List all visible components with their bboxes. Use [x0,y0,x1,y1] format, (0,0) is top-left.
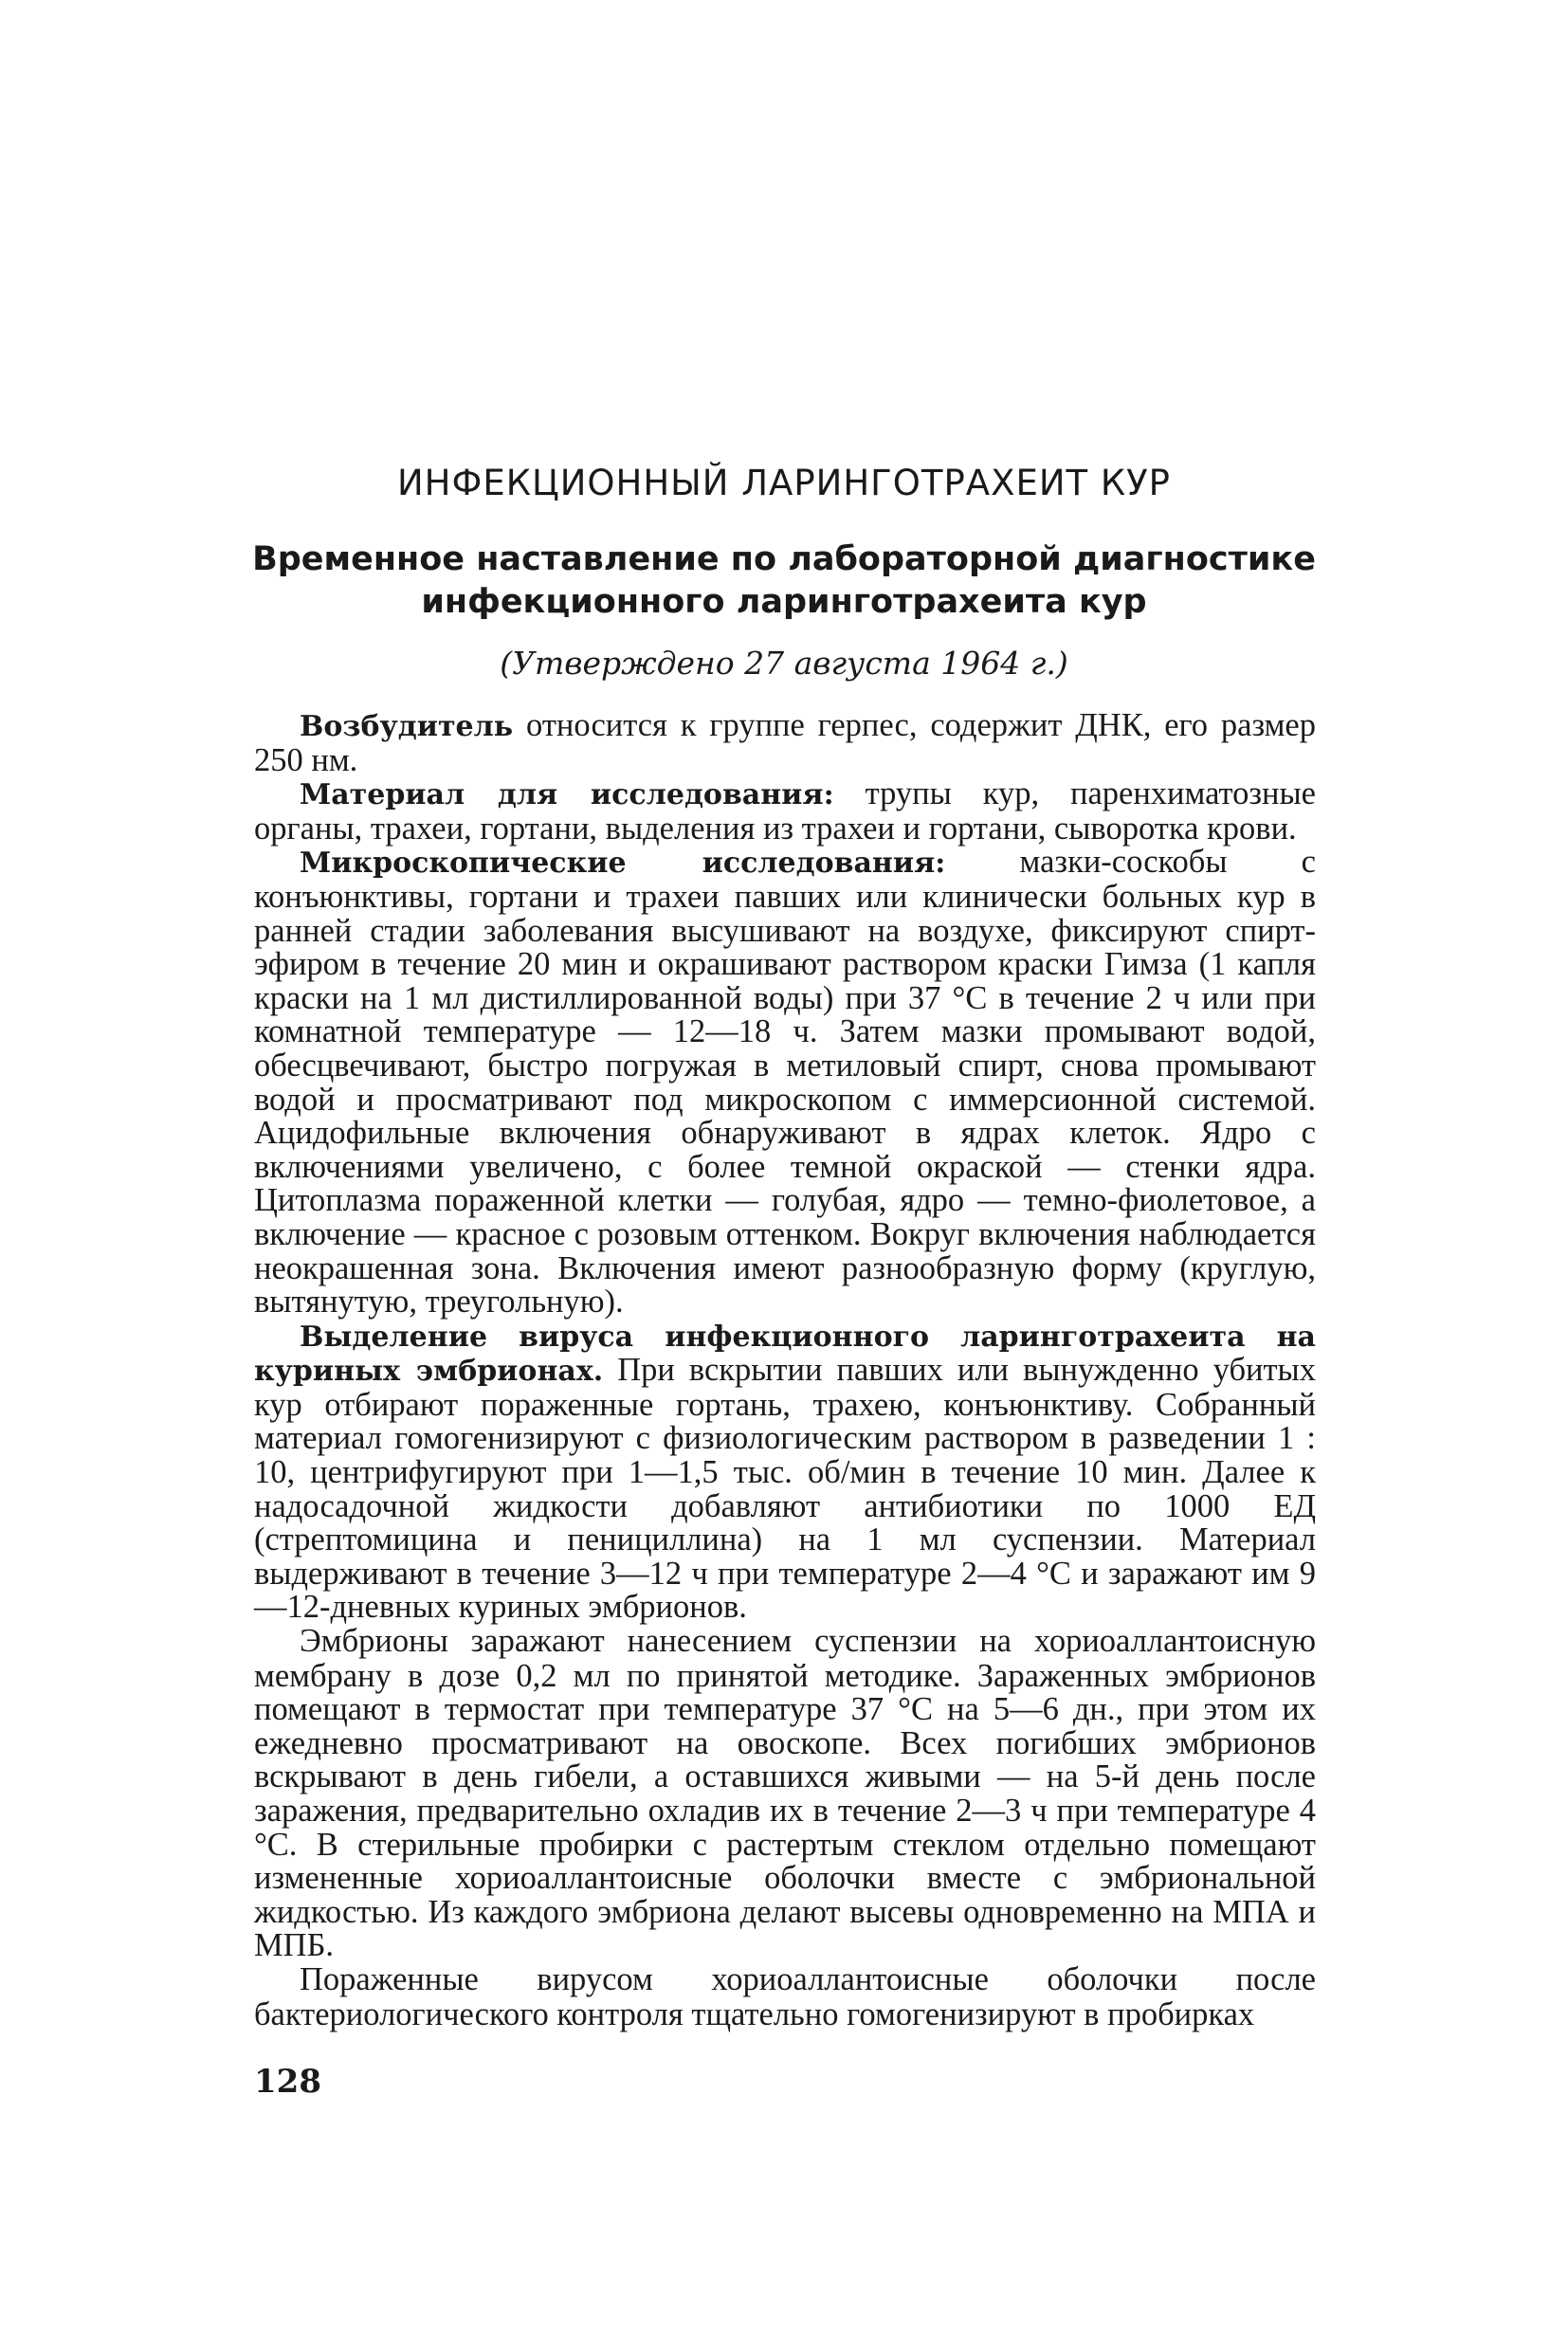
paragraph-text: Эмбрионы заражают нанесением суспензии на хориоаллантоисную мембрану в дозе 0,2 мл по принятой методике. Зараженных эмбрионов помещают в термостат при температуре 37 °С на 5—6 дн., при этом их ежедневно просматривают на овоскопе. Всех погибших эмбрионов вскрывают в день гибели, а оставшихся живыми — на 5-й день после заражения, предварительно охладив их в течение 2—3 ч при температуре 4 °С. В стерильные пробирки с растертым стеклом отдельно помещают измененные хориоаллантоисные оболочки вместе с эмбриональной жидкостью. Из каждого эмбриона делают высевы одновременно на МПА и МПБ. [254,1623,1316,1964]
subtitle-line-1: Временное наставление по лабораторной диагностике [252,540,1316,578]
paragraph-text: При вскрытии павших или вынужденно убитых кур отбирают пораженные гортань, трахею, конъюнктиву. Собранный материал гомогенизируют с физиологическим раствором в разведении 1 : 10, центрифугируют при 1—1,5 тыс. об/мин в течение 10 мин. Далее к надосадочной жидкости добавляют антибиотики по 1000 ЕД (стрептомицина и пенициллина) на 1 мл суспензии. Материал выдерживают в течение 3—12 ч при температуре 2—4 °С и заражают им 9—12-дневных куриных эмбрионов. [254,1352,1316,1626]
paragraph [254,1625,1316,1963]
paragraph-term: Возбудитель [300,710,514,743]
paragraph-term: Выделение вируса инфекционного ларинготрахеита на куриных эмбрионах. [254,1320,1316,1389]
approval-date: (Утверждено 27 августа 1964 г.) [500,645,1068,682]
paragraph-text: трупы кур, паренхиматозные органы, трахеи, гортани, выделения из трахеи и гортани, сыворотка крови. [254,775,1316,847]
paragraph-term: Материал для исследования: [300,778,834,812]
subtitle-line-2: инфекционного ларинготрахеита кур [421,583,1147,621]
document-title: ИНФЕКЦИОННЫЙ ЛАРИНГОТРАХЕИТ КУР [396,463,1171,503]
paragraph-text: Пораженные вирусом хориоаллантоисные оболочки после бактериологического контроля тщательно гомогенизируют в пробирках [254,1960,1316,2032]
paragraph [254,1960,1316,2032]
paragraph [254,846,1316,1319]
page-number: 128 [254,2063,321,2101]
paragraph-text: мазки-соскобы с конъюнктивы, гортани и трахеи павших или клинически больных кур в ранней стадии заболевания высушивают на воздухе, фиксируют спирт-эфиром в течение 20 мин и окрашивают раствором краски Гимза (1 капля краски на 1 мл дистиллированной воды) при 37 °С в течение 2 ч или при комнатной температуре — 12—18 ч. Затем мазки промывают водой, обесцвечивают, быстро погружая в метиловый спирт, снова промывают водой и просматривают под микроскопом с иммерсионной системой. Ацидофильные включения обнаруживают в ядрах клеток. Ядро с включениями увеличено, с более темной окраской — стенки ядра. Цитоплазма пораженной клетки — голубая, ядро — темно-фиолетовое, а включение — красное с розовым оттенком. Вокруг включения наблюдается неокрашенная зона. Включения имеют разнообразную форму (круглую, вытянутую, треугольную). [254,844,1316,1321]
body-text [254,709,1316,2031]
paragraph [254,777,1316,846]
paragraph-term: Микроскопические исследования: [300,847,946,881]
paragraph [254,1320,1316,1625]
document-subtitle [237,538,1331,624]
paragraph [254,709,1316,777]
paragraph-text: относится к группе герпес, содержит ДНК, его размер 250 нм. [254,707,1316,778]
